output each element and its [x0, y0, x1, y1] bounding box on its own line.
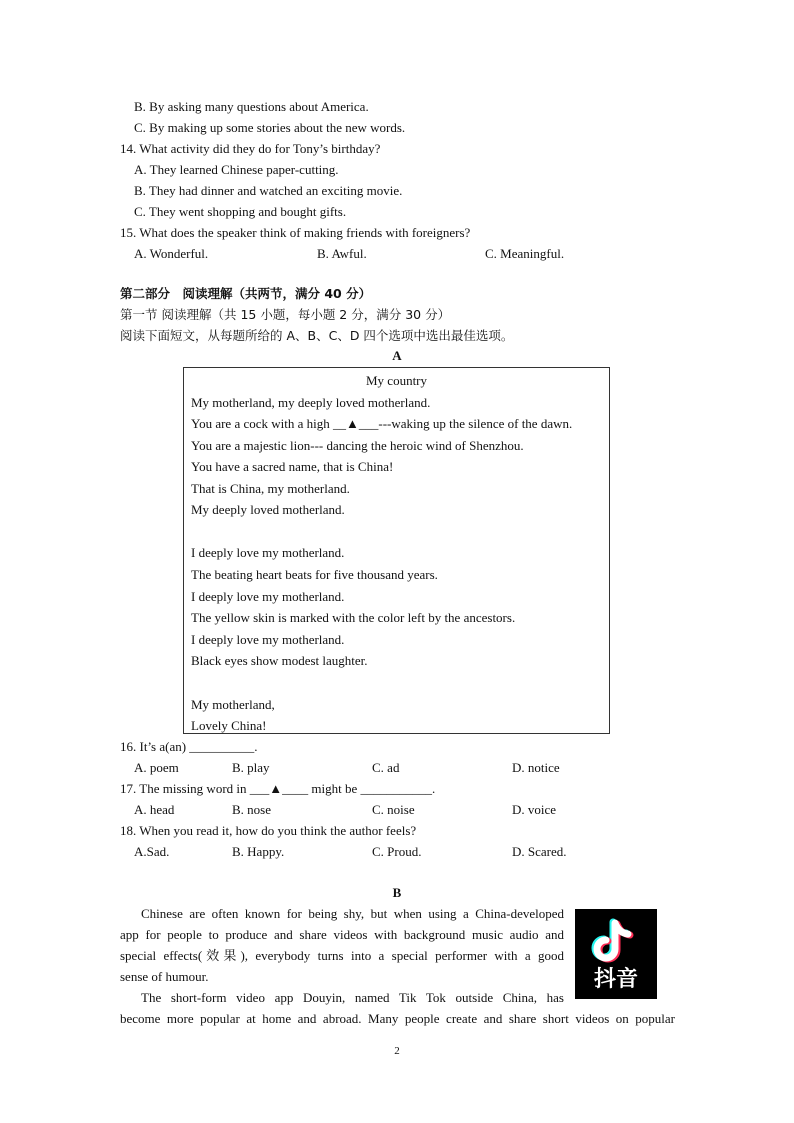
- section1-heading: 第一节 阅读理解（共 15 小题，每小题 2 分，满分 30 分）: [120, 307, 451, 322]
- q14-option-a: A. They learned Chinese paper-cutting.: [134, 162, 339, 177]
- passage-b-line: The short-form video app Douyin, named Tik Tok outside China, has: [141, 990, 564, 1005]
- poem-title: My country: [365, 373, 428, 388]
- poem-line: You are a majestic lion--- dancing the heroic wind of Shenzhou.: [191, 438, 524, 453]
- douyin-logo-text: 抖音: [593, 967, 638, 992]
- q16-option: A. poem: [134, 760, 179, 775]
- passage-b-line: sense of humour.: [120, 969, 209, 984]
- q13-option-b: B. By asking many questions about America.: [134, 99, 369, 114]
- passage-b-line: Chinese are often known for being shy, but when using a China-developed: [141, 906, 564, 921]
- poem-line: My deeply loved motherland.: [191, 502, 345, 517]
- poem-line: Black eyes show modest laughter.: [191, 653, 368, 668]
- poem-line: Lovely China!: [191, 718, 267, 733]
- q18-option: B. Happy.: [232, 844, 285, 859]
- q17-option: C. noise: [372, 802, 415, 817]
- q15-option-a: A. Wonderful.: [134, 246, 209, 261]
- poem-line: The beating heart beats for five thousand years.: [191, 567, 438, 582]
- q16-stem: 16. It’s a(an) __________.: [120, 739, 258, 754]
- part2-heading: 第二部分 阅读理解（共两节，满分 40 分）: [120, 286, 372, 301]
- reading-instruction: 阅读下面短文，从每题所给的 A、B、C、D 四个选项中选出最佳选项。: [120, 328, 514, 343]
- q15-option-b: B. Awful.: [317, 246, 367, 261]
- q18-option: C. Proud.: [372, 844, 422, 859]
- poem-line: My motherland, my deeply loved motherland.: [191, 395, 431, 410]
- poem-line: You have a sacred name, that is China!: [191, 459, 394, 474]
- passage-b-label: B: [392, 885, 402, 900]
- q16-option: C. ad: [372, 760, 400, 775]
- poem-line: That is China, my motherland.: [191, 481, 350, 496]
- poem-line: I deeply love my motherland.: [191, 632, 345, 647]
- q17-option: B. nose: [232, 802, 271, 817]
- q15-stem: 15. What does the speaker think of making friends with foreigners?: [120, 225, 471, 240]
- page-number: 2: [394, 1045, 400, 1057]
- q18-option: A.Sad.: [134, 844, 170, 859]
- poem-line: My motherland,: [191, 697, 275, 712]
- q17-option: D. voice: [512, 802, 557, 817]
- poem-line: You are a cock with a high __▲___---waking up the silence of the dawn.: [191, 416, 573, 431]
- passage-a-label: A: [392, 348, 402, 363]
- passage-b-line: become more popular at home and abroad. Many people create and share short videos on popular: [120, 1011, 675, 1026]
- q15-option-c: C. Meaningful.: [485, 246, 565, 261]
- tiktok-note-icon: [575, 913, 657, 969]
- q17-stem: 17. The missing word in ___▲____ might be ___________.: [120, 781, 436, 796]
- passage-b-line: special effects(效果), everybody turns into a special performer with a good: [120, 948, 564, 963]
- poem-line: The yellow skin is marked with the color left by the ancestors.: [191, 610, 516, 625]
- douyin-logo: [575, 909, 657, 999]
- q18-stem: 18. When you read it, how do you think the author feels?: [120, 823, 417, 838]
- q14-stem: 14. What activity did they do for Tony’s birthday?: [120, 141, 381, 156]
- q17-option: A. head: [134, 802, 175, 817]
- q16-option: D. notice: [512, 760, 560, 775]
- q13-option-c: C. By making up some stories about the new words.: [134, 120, 406, 135]
- q16-option: B. play: [232, 760, 270, 775]
- poem-line: I deeply love my motherland.: [191, 545, 345, 560]
- q14-option-b: B. They had dinner and watched an exciting movie.: [134, 183, 403, 198]
- q14-option-c: C. They went shopping and bought gifts.: [134, 204, 347, 219]
- poem-line: I deeply love my motherland.: [191, 589, 345, 604]
- q18-option: D. Scared.: [512, 844, 567, 859]
- passage-b-line: app for people to produce and share videos with background music audio and: [120, 927, 564, 942]
